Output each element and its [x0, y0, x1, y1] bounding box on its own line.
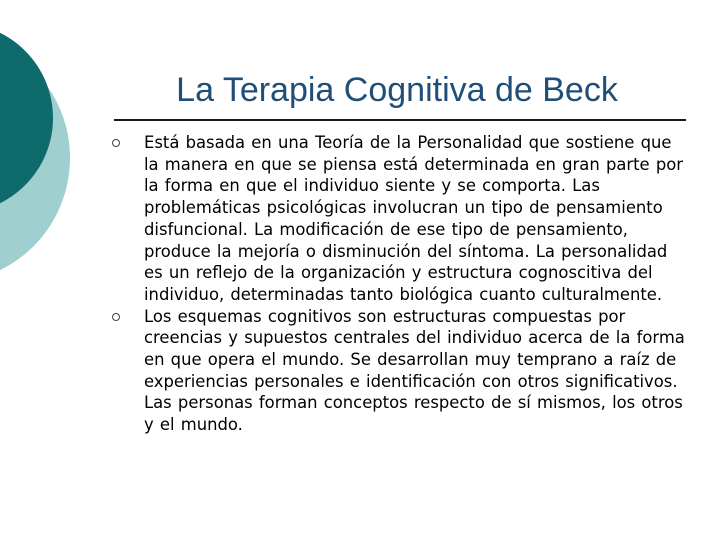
- hollow-circle-icon: [112, 313, 120, 321]
- bullet-list: [112, 132, 692, 436]
- decorative-circles: [0, 0, 90, 300]
- bullet-item: [112, 132, 692, 306]
- bullet-item: [112, 306, 692, 436]
- bullet-text: Está basada en una Teoría de la Personalidad que sostiene que la manera en que se piensa está determinada en gran parte por la forma en que el individuo siente y se comporta. Las problemáticas psicológicas involucran un tipo de pensamiento disfuncional. La modificación de ese tipo de pensamiento, produce la mejoría o disminución del síntoma. La personalidad es un reflejo de la organización y estructura cognoscitiva del individuo, determinadas tanto biológica cuanto culturalmente.: [144, 133, 684, 304]
- slide-title: La Terapia Cognitiva de Beck: [176, 71, 618, 109]
- bullet-text: Los esquemas cognitivos son estructuras compuestas por creencias y supuestos centrales del individuo acerca de la forma en que opera el mundo. Se desarrollan muy temprano a raíz de experiencias personales e identificación con otros significativos. Las personas forman conceptos respecto de sí mismos, los otros y el mundo.: [144, 306, 685, 435]
- title-divider: [114, 119, 686, 121]
- hollow-circle-icon: [112, 139, 120, 147]
